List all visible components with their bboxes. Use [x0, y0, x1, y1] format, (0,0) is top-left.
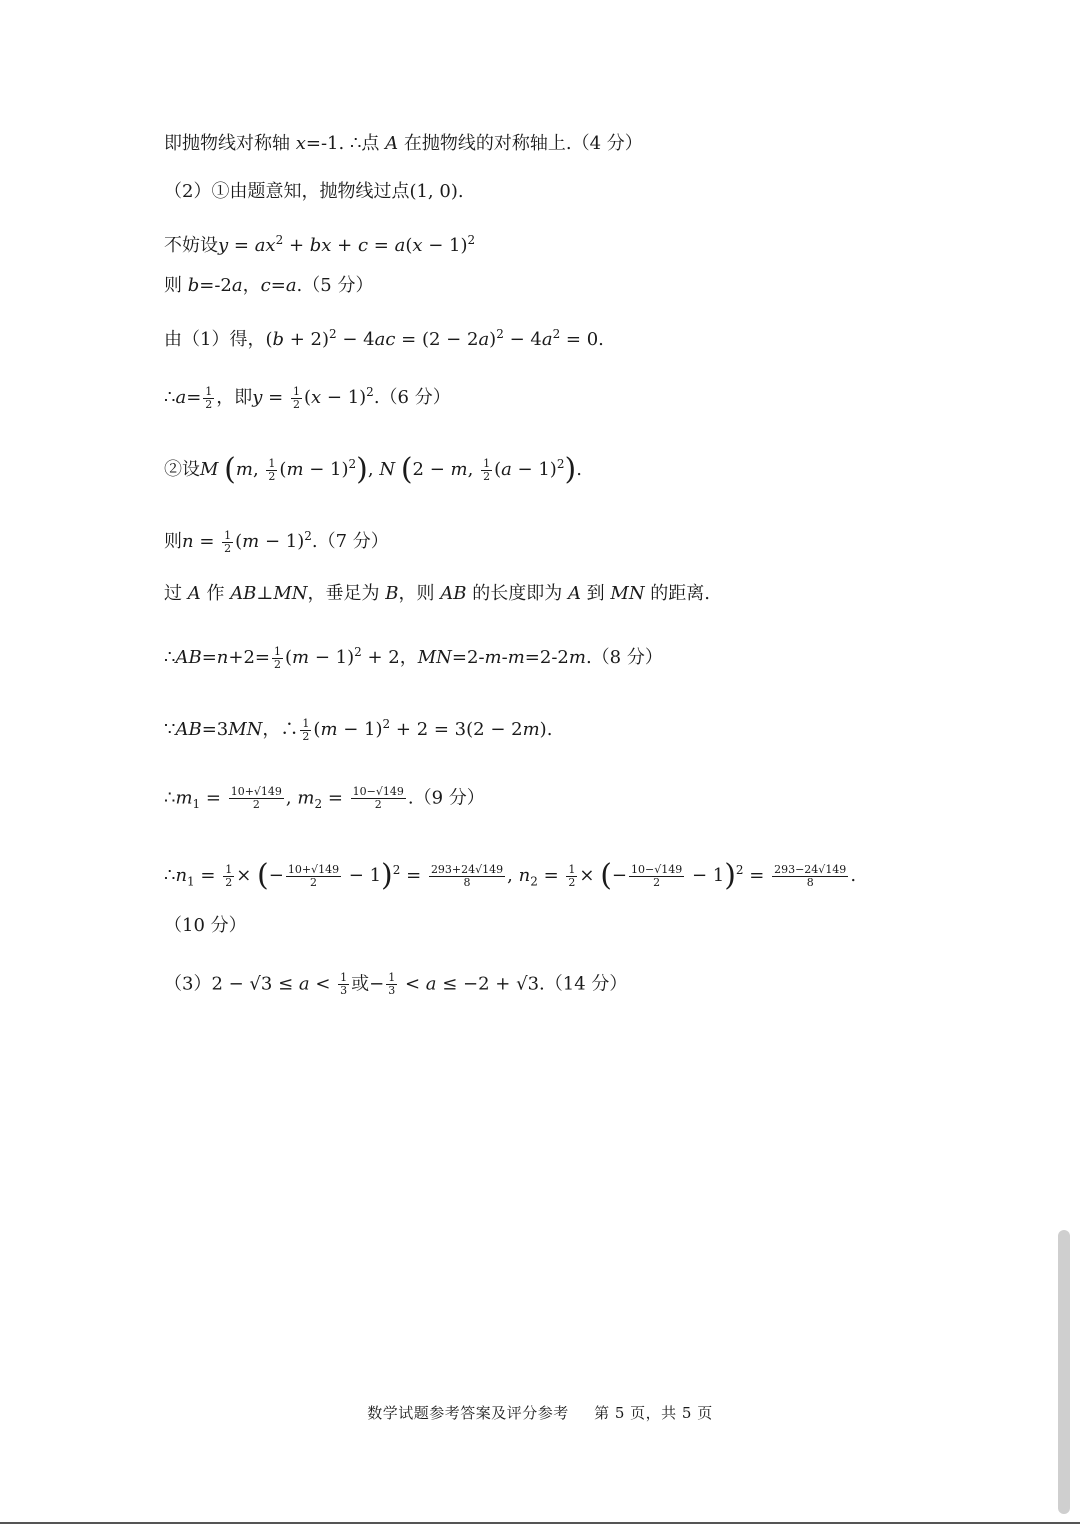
answer-line-4: 则 b=-2a，c=a.（5 分）	[164, 275, 374, 296]
vertical-scrollbar[interactable]	[1058, 1230, 1070, 1514]
answer-line-6: ∴a= $\frac{1}{2}$ ，即y = $\frac{1}{2}$ $(x - 1)^2.(6$ 分）	[164, 384, 451, 411]
answer-line-1: 即抛物线对称轴 x=-1. ∴点 A 在抛物线的对称轴上.（4 分）	[164, 133, 643, 154]
footer-title: 数学试题参考答案及评分参考	[367, 1404, 569, 1422]
answer-line-10: ∴AB=n+2= $\frac{1}{2}$ $(m - 1)^2 + 2$，MN=2-m-m=2-2m.（8 分）	[164, 644, 663, 671]
answer-line-9: 过 A 作 AB⊥MN，垂足为 B，则 AB 的长度即为 A 到 MN 的距离.	[164, 583, 711, 604]
answer-line-7: ②设M (m, $\frac{1}{2}$ $(m - 1)^2$), N (2 − m, $\frac{1}{2}$ $(a - 1)^2$).	[164, 452, 582, 487]
answer-line-14: （10 分）	[164, 915, 247, 936]
answer-line-3: 不妨设$y = ax^2$ + bx + $c = a(x - 1)^2$	[164, 233, 476, 256]
bottom-divider	[0, 1522, 1080, 1524]
answer-line-5: 由（1）得，$(b + 2)^2 - 4ac = (2 - 2a)^2 - 4a^2 = 0$.	[164, 327, 604, 350]
answer-line-2: （2）①由题意知，抛物线过点(1, 0).	[164, 181, 464, 202]
answer-line-15: （3）2 − √3 ≤ a < $\frac{1}{3}$ 或− $\frac{1}{3}$ < a ≤ −2 + √3.（14 分）	[164, 971, 628, 997]
answer-line-12: $\therefore m_1$ = $\frac{10+√149}{2}$ , $m_2$ = $\frac{10-√149}{2}$ .（9 分）	[164, 785, 485, 812]
answer-line-13: $\therefore n_1$ = $\frac{1}{2}$ × (− $\frac{10+√149}{2}$ − 1)$^2$ = $\frac{293+24√149}{8}$ , $n_2$ = $\frac{1}{2}$ × (− $\frac{10-√149}{2}$ − 1)$^2$ = $\frac{293-24√149}{8}$ .	[164, 858, 857, 893]
answer-line-8: 则n = $\frac{1}{2}$ $(m - 1)^2.(7$ 分）	[164, 528, 389, 555]
answer-line-11: ∵AB=3MN，∴ $\frac{1}{2}$ $(m - 1)^2 + 2 = 3(2 - 2m)$.	[164, 716, 553, 743]
page-footer	[0, 1402, 1080, 1423]
footer-page-number: 第 5 页，共 5 页	[594, 1404, 713, 1422]
